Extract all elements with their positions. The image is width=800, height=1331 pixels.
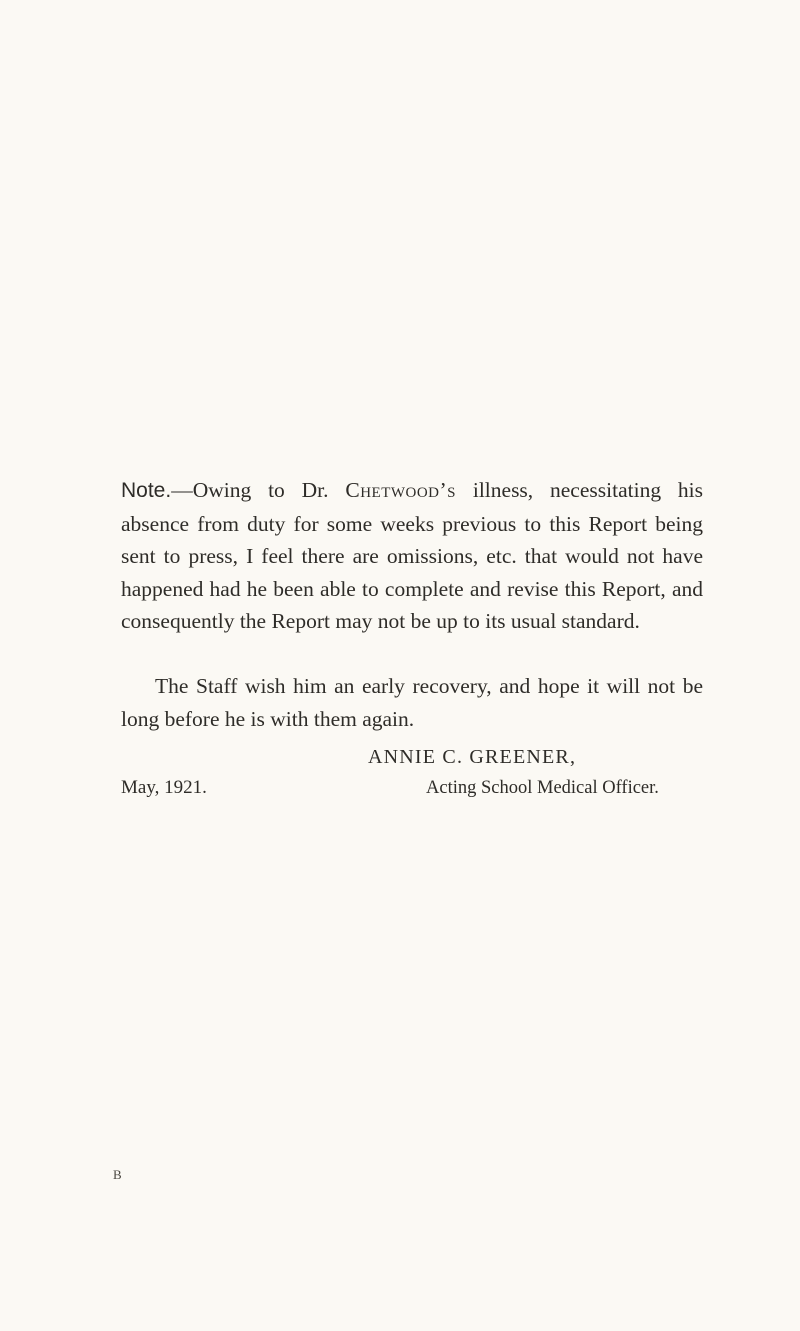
note-name: Chetwood’s [345,478,457,502]
signature-mark: B [113,1167,122,1182]
note-body: illness, necessitating his absence from duty for some weeks previous to this Report being sent to press, I feel there are omissions, etc. that would not have happened had he been able to complete and revise this Report, and consequently the Report may not be up to its usual standard. [121,478,703,633]
staff-paragraph [121,670,703,735]
staff-text: The Staff wish him an early recovery, and hope it will not be long before he is with them again. [121,674,703,731]
signature-title: Acting School Medical Officer. [426,778,659,798]
note-dash: —Owing to Dr. [171,478,346,502]
report-date: May, 1921. [121,777,207,798]
note-lead: Note. [121,479,172,502]
note-paragraph [121,474,703,638]
signature-name: ANNIE C. GREENER, [368,746,577,768]
